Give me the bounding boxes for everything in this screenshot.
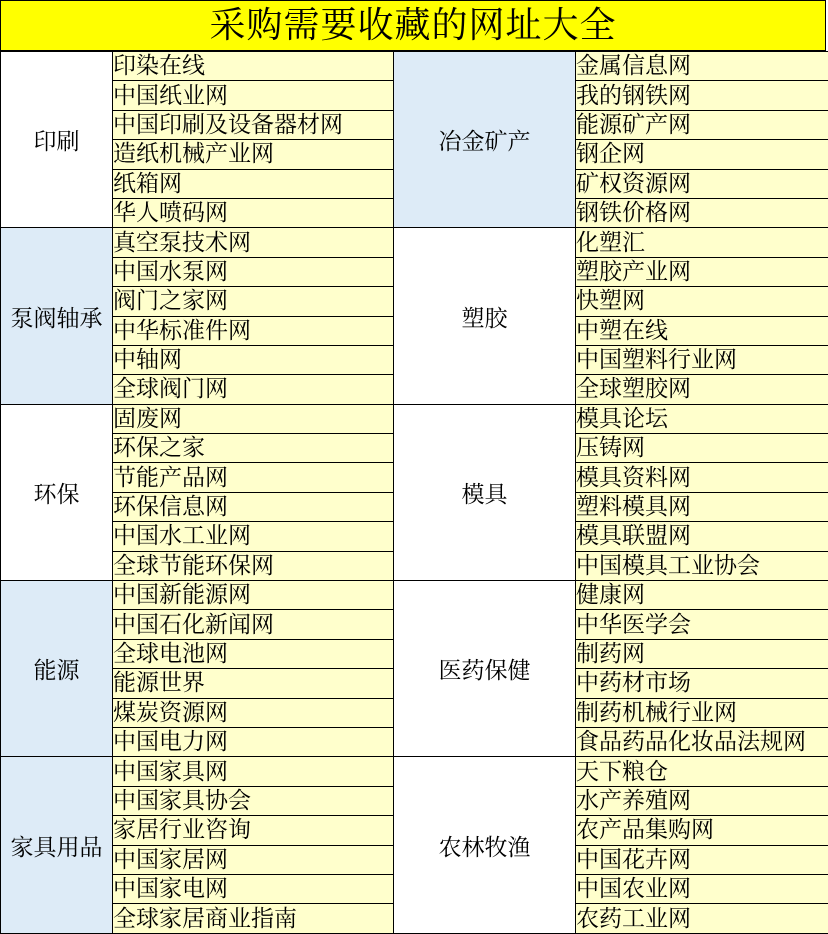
site-link[interactable]: 食品药品化妆品法规网 [576,727,828,756]
site-link[interactable]: 制药网 [576,639,828,668]
website-table-body [1,52,828,934]
site-link[interactable]: 钢企网 [576,140,828,169]
site-link[interactable]: 快塑网 [576,287,828,316]
category-cell-right: 模具 [394,404,576,580]
category-cell-left: 印刷 [1,52,113,228]
site-link[interactable]: 健康网 [576,581,828,610]
category-cell-left: 环保 [1,404,113,580]
site-link[interactable]: 农产品集购网 [576,816,828,845]
table-row [1,228,828,257]
site-link[interactable]: 中国水泵网 [113,257,394,286]
site-link[interactable]: 模具资料网 [576,463,828,492]
site-link[interactable]: 中塑在线 [576,316,828,345]
site-link[interactable]: 中国家具协会 [113,786,394,815]
site-link[interactable]: 环保信息网 [113,492,394,521]
site-link[interactable]: 中国模具工业协会 [576,551,828,580]
site-link[interactable]: 环保之家 [113,434,394,463]
site-link[interactable]: 节能产品网 [113,463,394,492]
site-link[interactable]: 压铸网 [576,434,828,463]
site-link[interactable]: 中国家电网 [113,874,394,903]
site-link[interactable]: 家居行业咨询 [113,816,394,845]
table-row [1,404,828,433]
site-link[interactable]: 全球家居商业指南 [113,904,394,933]
category-cell-left: 能源 [1,581,113,757]
table-row [1,581,828,610]
site-link[interactable]: 中药材市场 [576,669,828,698]
site-link[interactable]: 化塑汇 [576,228,828,257]
site-link[interactable]: 全球阀门网 [113,375,394,404]
site-link[interactable]: 煤炭资源网 [113,698,394,727]
site-link[interactable]: 制药机械行业网 [576,698,828,727]
site-link[interactable]: 全球塑胶网 [576,375,828,404]
site-link[interactable]: 天下粮仓 [576,757,828,786]
site-link[interactable]: 钢铁价格网 [576,198,828,227]
site-link[interactable]: 造纸机械产业网 [113,140,394,169]
site-link[interactable]: 能源世界 [113,669,394,698]
category-cell-right: 农林牧渔 [394,757,576,933]
site-link[interactable]: 中国纸业网 [113,81,394,110]
site-link[interactable]: 中国印刷及设备器材网 [113,110,394,139]
site-link[interactable]: 真空泵技术网 [113,228,394,257]
table-row [1,52,828,81]
category-cell-right: 冶金矿产 [394,52,576,228]
website-table [0,51,828,934]
site-link[interactable]: 固废网 [113,404,394,433]
site-link[interactable]: 中国电力网 [113,727,394,756]
site-link[interactable]: 中国家具网 [113,757,394,786]
site-link[interactable]: 中轴网 [113,345,394,374]
site-link[interactable]: 阀门之家网 [113,287,394,316]
category-cell-right: 医药保健 [394,581,576,757]
page-title: 采购需要收藏的网址大全 [0,0,826,51]
category-cell-left: 泵阀轴承 [1,228,113,404]
category-cell-right: 塑胶 [394,228,576,404]
site-link[interactable]: 中国石化新闻网 [113,610,394,639]
site-link[interactable]: 中国水工业网 [113,522,394,551]
site-link[interactable]: 矿权资源网 [576,169,828,198]
site-link[interactable]: 中国塑料行业网 [576,345,828,374]
site-link[interactable]: 中国家居网 [113,845,394,874]
site-link[interactable]: 模具论坛 [576,404,828,433]
site-link[interactable]: 中国花卉网 [576,845,828,874]
site-link[interactable]: 华人喷码网 [113,198,394,227]
table-row [1,757,828,786]
site-link[interactable]: 全球节能环保网 [113,551,394,580]
site-link[interactable]: 全球电池网 [113,639,394,668]
site-link[interactable]: 中国农业网 [576,874,828,903]
site-link[interactable]: 中华标准件网 [113,316,394,345]
site-link[interactable]: 模具联盟网 [576,522,828,551]
site-link[interactable]: 塑料模具网 [576,492,828,521]
site-link[interactable]: 金属信息网 [576,52,828,81]
site-link[interactable]: 中国新能源网 [113,581,394,610]
category-cell-left: 家具用品 [1,757,113,933]
site-link[interactable]: 印染在线 [113,52,394,81]
site-link[interactable]: 能源矿产网 [576,110,828,139]
site-link[interactable]: 中华医学会 [576,610,828,639]
site-link[interactable]: 塑胶产业网 [576,257,828,286]
site-link[interactable]: 水产养殖网 [576,786,828,815]
site-link[interactable]: 纸箱网 [113,169,394,198]
site-link[interactable]: 我的钢铁网 [576,81,828,110]
site-link[interactable]: 农药工业网 [576,904,828,933]
